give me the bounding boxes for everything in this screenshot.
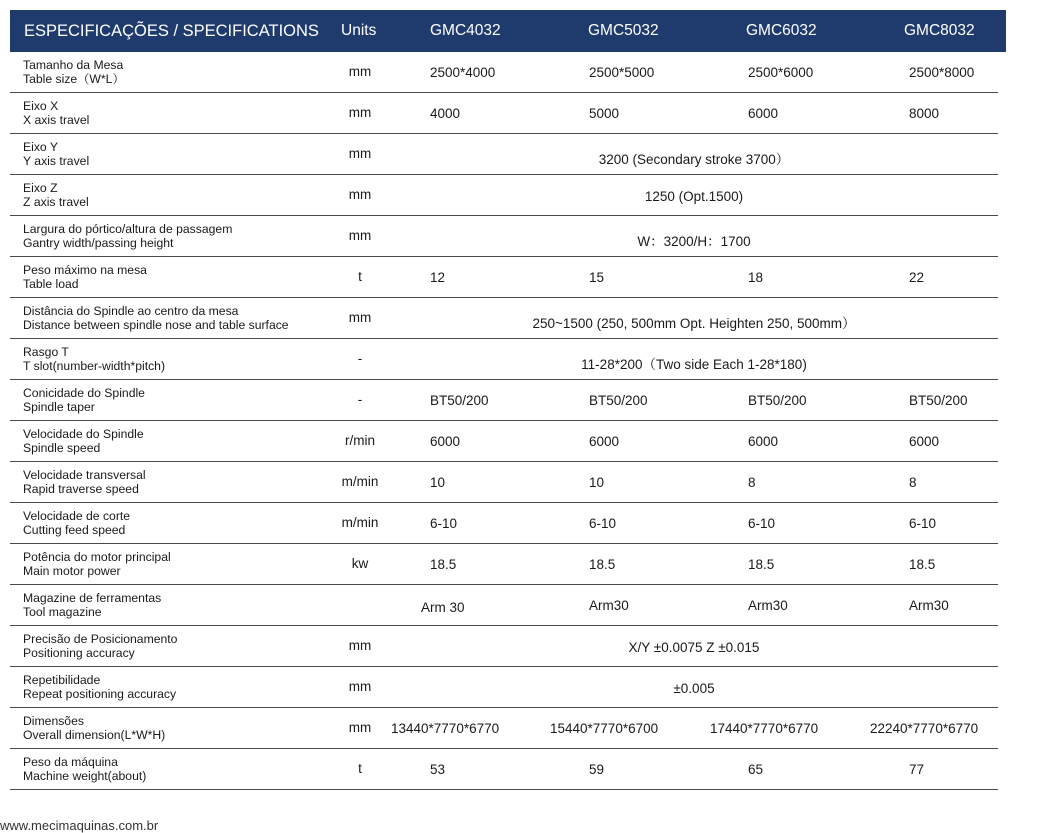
label-pt: Potência do motor principal: [23, 550, 171, 564]
label-en: T slot(number-width*pitch): [23, 359, 166, 373]
table-row: [10, 421, 998, 462]
header-model: GMC8032: [904, 22, 975, 39]
label-en: Cutting feed speed: [23, 523, 126, 537]
cell-spanning-value: 3200 (Secondary stroke 3700）: [598, 152, 790, 167]
cell-value: 77: [909, 762, 925, 777]
cell-value: 18.5: [589, 557, 616, 572]
row-unit: kw: [351, 556, 369, 571]
cell-value: 6000: [909, 434, 940, 449]
cell-spanning-value: 250~1500 (250, 500mm Opt. Heighten 250, 500mm）: [532, 316, 856, 331]
label-pt: Velocidade transversal: [23, 468, 146, 482]
table-row: [10, 708, 998, 749]
table-row: [10, 462, 998, 503]
row-label: [23, 591, 161, 619]
header-units: Units: [341, 22, 377, 39]
label-en: Table size（W*L）: [23, 72, 125, 86]
table-row: [10, 216, 998, 257]
label-en: X axis travel: [23, 113, 90, 127]
cell-value: 6000: [748, 434, 779, 449]
table-row: [10, 52, 998, 93]
header-model: GMC5032: [588, 22, 659, 39]
website-footer: www.mecimaquinas.com.br: [0, 818, 159, 833]
row-label: [23, 509, 130, 537]
cell-value: Arm30: [909, 598, 949, 613]
row-label: [23, 222, 232, 250]
cell-value: 59: [589, 762, 605, 777]
label-pt: Magazine de ferramentas: [23, 591, 162, 605]
cell-value: BT50/200: [589, 393, 648, 408]
cell-value: 4000: [430, 106, 461, 121]
label-pt: Dimensões: [23, 714, 84, 728]
label-pt: Tamanho da Mesa: [23, 58, 124, 72]
label-pt: Velocidade do Spindle: [23, 427, 144, 441]
row-label: [23, 714, 165, 742]
spec-sheet: [10, 10, 1006, 790]
cell-value: 53: [430, 762, 446, 777]
label-en: Spindle speed: [23, 441, 101, 455]
cell-value: 13440*7770*6770: [391, 721, 500, 736]
cell-value: 8000: [909, 106, 940, 121]
label-pt: Precisão de Posicionamento: [23, 632, 178, 646]
cell-spanning-value: 11-28*200（Two side Each 1-28*180): [581, 357, 807, 372]
cell-value: 6000: [589, 434, 620, 449]
cell-value: 22240*7770*6770: [870, 721, 979, 736]
row-label: [23, 345, 165, 373]
cell-value: 8: [909, 475, 917, 490]
table-header: [10, 10, 1006, 52]
row-unit: mm: [348, 679, 372, 694]
cell-value: 22: [909, 270, 925, 285]
row-unit: mm: [348, 187, 372, 202]
cell-value: 18.5: [909, 557, 936, 572]
cell-value: 15: [589, 270, 605, 285]
cell-value: BT50/200: [909, 393, 968, 408]
cell-value: 6-10: [430, 516, 458, 531]
row-label: [23, 386, 145, 414]
cell-value: 10: [589, 475, 605, 490]
label-pt: Distância do Spindle ao centro da mesa: [23, 304, 239, 318]
label-en: Positioning accuracy: [23, 646, 135, 660]
row-label: [23, 632, 177, 660]
label-en: Y axis travel: [23, 154, 90, 168]
label-en: Table load: [23, 277, 79, 291]
row-unit: mm: [348, 638, 372, 653]
spec-rows: [10, 52, 998, 790]
label-en: Repeat positioning accuracy: [23, 687, 177, 701]
cell-value: Arm30: [589, 598, 629, 613]
label-pt: Rasgo T: [23, 345, 69, 359]
table-row: [10, 93, 998, 134]
table-row: [10, 626, 998, 667]
cell-value: 5000: [589, 106, 620, 121]
row-label: [23, 263, 147, 291]
header-model: GMC6032: [746, 22, 817, 39]
cell-value: 12: [430, 270, 446, 285]
row-label: [23, 181, 89, 209]
label-pt: Peso da máquina: [23, 755, 118, 769]
label-pt: Peso máximo na mesa: [23, 263, 147, 277]
row-unit: m/min: [341, 515, 379, 530]
header-model: GMC4032: [430, 22, 501, 39]
cell-value: 6000: [748, 106, 779, 121]
table-row: [10, 380, 998, 421]
row-label: [23, 304, 289, 332]
table-row: [10, 298, 998, 339]
row-label: [23, 427, 144, 455]
row-unit: mm: [348, 310, 372, 325]
cell-value: BT50/200: [430, 393, 489, 408]
header-title: ESPECIFICAÇÕES / SPECIFICATIONS: [24, 22, 319, 40]
cell-value: Arm30: [748, 598, 788, 613]
cell-value: 65: [748, 762, 764, 777]
row-unit: r/min: [345, 433, 375, 448]
row-unit: mm: [348, 146, 372, 161]
cell-value: 2500*8000: [909, 65, 975, 80]
cell-value: 18.5: [430, 557, 457, 572]
table-row: [10, 503, 998, 544]
cell-spanning-value: 1250 (Opt.1500): [644, 189, 744, 204]
table-row: [10, 257, 998, 298]
table-row: [10, 175, 998, 216]
row-unit: mm: [348, 105, 372, 120]
cell-value: 10: [430, 475, 446, 490]
row-unit: mm: [348, 228, 372, 243]
table-row: [10, 585, 998, 626]
table-row: [10, 544, 998, 585]
label-pt: Largura do pórtico/altura de passagem: [23, 222, 233, 236]
label-en: Spindle taper: [23, 400, 95, 414]
row-label: [23, 99, 89, 127]
row-unit: mm: [348, 64, 372, 79]
row-unit: m/min: [341, 474, 379, 489]
row-label: [23, 468, 146, 496]
cell-value: 2500*6000: [748, 65, 814, 80]
label-pt: Eixo Y: [23, 140, 59, 154]
cell-value: 6-10: [748, 516, 776, 531]
cell-value: 6-10: [909, 516, 937, 531]
label-en: Gantry width/passing height: [23, 236, 174, 250]
cell-spanning-value: W：3200/H：1700: [637, 234, 751, 249]
table-row: [10, 667, 998, 708]
label-en: Rapid traverse speed: [23, 482, 139, 496]
row-label: [23, 673, 176, 701]
label-en: Overall dimension(L*W*H): [23, 728, 166, 742]
label-pt: Velocidade de corte: [23, 509, 131, 523]
row-unit: mm: [348, 720, 372, 735]
label-en: Main motor power: [23, 564, 121, 578]
cell-value: 2500*4000: [430, 65, 496, 80]
table-row: [10, 339, 998, 380]
cell-value: 8: [748, 475, 756, 490]
label-pt: Repetibilidade: [23, 673, 101, 687]
label-pt: Conicidade do Spindle: [23, 386, 145, 400]
label-pt: Eixo X: [23, 99, 59, 113]
cell-value: 6-10: [589, 516, 617, 531]
cell-value: 18: [748, 270, 764, 285]
row-label: [23, 550, 171, 578]
label-en: Tool magazine: [23, 605, 102, 619]
label-en: Distance between spindle nose and table surface: [23, 318, 289, 332]
row-unit: -: [357, 392, 363, 407]
cell-value: BT50/200: [748, 393, 807, 408]
label-pt: Eixo Z: [23, 181, 58, 195]
cell-spanning-value: X/Y ±0.0075 Z ±0.015: [628, 640, 760, 655]
row-unit: -: [357, 351, 363, 366]
row-label: [23, 58, 125, 86]
cell-value: 18.5: [748, 557, 775, 572]
label-en: Z axis travel: [23, 195, 89, 209]
table-row: [10, 134, 998, 175]
cell-value: 15440*7770*6700: [550, 721, 659, 736]
cell-value: 6000: [430, 434, 461, 449]
row-label: [23, 755, 146, 783]
cell-value: Arm 30: [421, 600, 465, 615]
cell-spanning-value: ±0.005: [673, 681, 715, 696]
row-unit: t: [358, 269, 362, 284]
row-unit: t: [358, 761, 362, 776]
row-label: [23, 140, 89, 168]
cell-value: 17440*7770*6770: [710, 721, 819, 736]
table-row: [10, 749, 998, 790]
label-en: Machine weight(about): [23, 769, 147, 783]
cell-value: 2500*5000: [589, 65, 655, 80]
